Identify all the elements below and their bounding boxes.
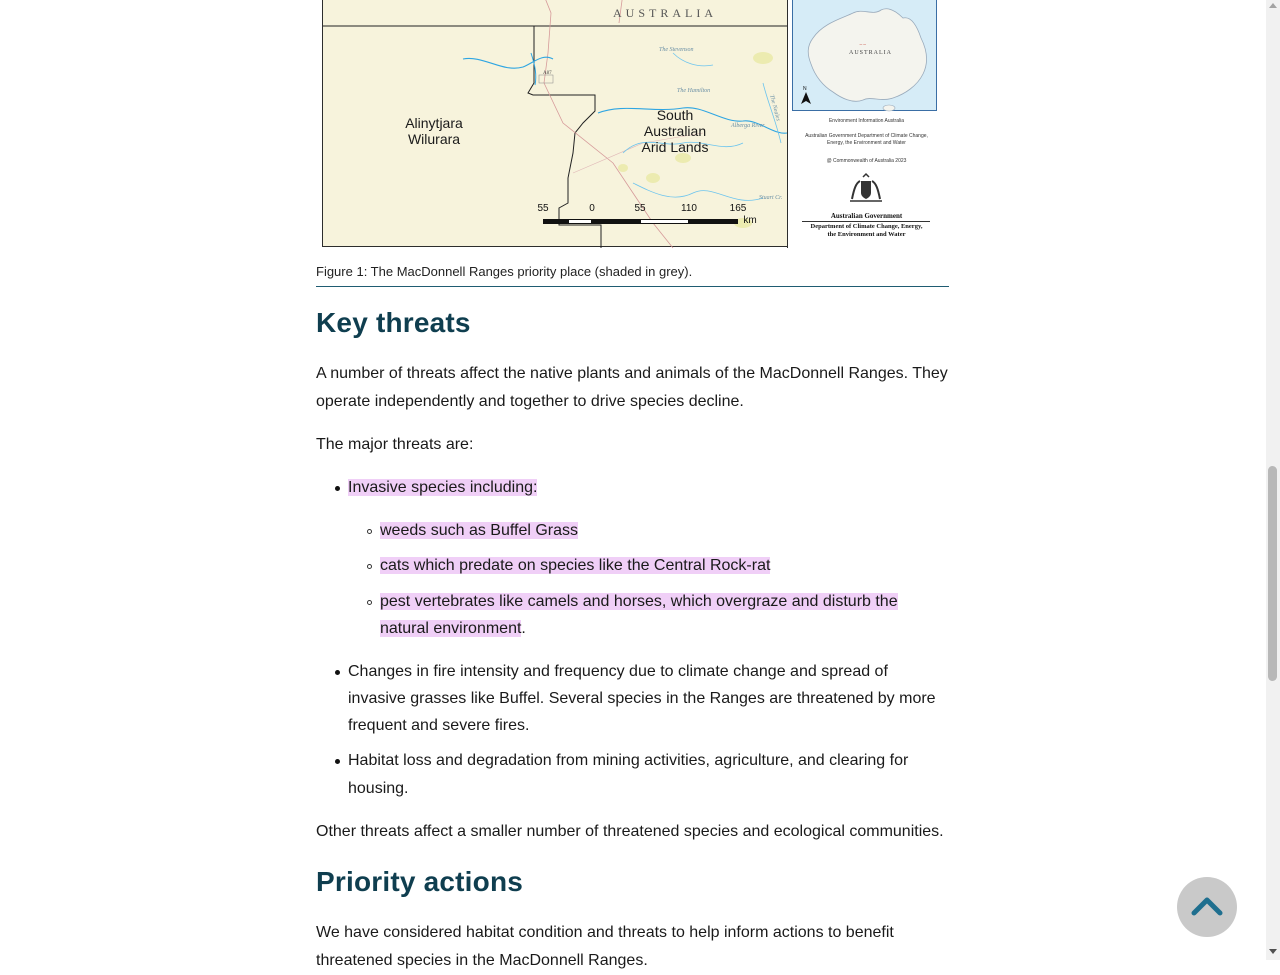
highlighted-text: natural environment <box>380 620 522 637</box>
back-to-top-button[interactable] <box>1177 877 1237 937</box>
bullet-marker <box>335 759 340 764</box>
scale-segment <box>640 219 689 224</box>
intro-line: A number of threats affect the native plants and animals of the MacDonnell Ranges. They <box>316 365 948 382</box>
scale-segment <box>543 219 568 224</box>
key-threats-intro <box>316 360 956 416</box>
map-inset-panel <box>787 0 945 248</box>
sentence-period: . <box>521 620 526 637</box>
fire-line: Changes in fire intensity and frequency due to climate change and spread of <box>348 663 888 680</box>
river-label: The Hamilton <box>677 88 711 94</box>
invasive-cats <box>380 552 770 579</box>
scale-label: 110 <box>681 203 697 214</box>
sub-bullet-marker <box>367 564 372 569</box>
map-scale-bar <box>538 203 758 237</box>
threat-habitat-loss <box>348 747 908 803</box>
north-arrow-icon <box>800 84 812 106</box>
scale-segment <box>592 219 640 224</box>
major-threats-intro: The major threats are: <box>316 436 474 453</box>
scroll-thumb[interactable] <box>1268 466 1277 681</box>
threat-fire <box>348 658 936 739</box>
inset-source: Environment Information Australia <box>828 118 905 124</box>
scale-segment <box>689 219 738 224</box>
priority-place-map <box>322 0 943 247</box>
highlighted-text: cats which predate on species like the Central Rock-rat <box>380 557 771 574</box>
road-label: A87 <box>543 71 552 76</box>
inset-dept-small: Australian Government Department of Climate Change, Energy, the Environment and Water <box>805 133 928 146</box>
scroll-up-icon[interactable] <box>1269 3 1277 8</box>
bullet-marker <box>335 670 340 675</box>
inset-highlight-marker: ⁻⁻ <box>859 43 867 50</box>
invasive-weeds <box>380 517 578 544</box>
river-label: The Stevenson <box>659 47 694 53</box>
invasive-pest-vertebrates-cont <box>380 615 526 642</box>
fire-line: invasive grasses like Buffel. Several species in the Ranges are threatened by more <box>348 690 936 707</box>
coat-of-arms-icon <box>844 173 888 203</box>
threat-invasive-species <box>348 474 537 501</box>
priority-actions-intro <box>316 919 956 975</box>
gov-divider <box>802 221 930 222</box>
region-label-alinytjara: Alinytjara Wilurara <box>405 115 463 147</box>
invasive-pest-vertebrates <box>380 588 898 615</box>
caption-divider <box>316 286 949 287</box>
inset-country-label: AUSTRALIA <box>849 50 892 56</box>
scale-label: 165 <box>729 203 747 214</box>
sub-bullet-marker <box>367 600 372 605</box>
north-arrow-letter: N <box>803 86 807 92</box>
scale-segment <box>568 219 592 224</box>
scroll-down-icon[interactable] <box>1269 949 1277 954</box>
bullet-marker <box>335 486 340 491</box>
inset-copyright: @ Commonwealth of Australia 2023 <box>826 158 907 164</box>
priority-line: We have considered habitat condition and threats to help inform actions to benefit <box>316 924 894 941</box>
fire-line: frequent and severe fires. <box>348 717 530 734</box>
other-threats: Other threats affect a smaller number of threatened species and ecological communities. <box>316 823 944 840</box>
scale-label: 0 <box>589 203 595 214</box>
highlighted-text: Invasive species including: <box>348 479 538 496</box>
priority-line: threatened species in the MacDonnell Ranges. <box>316 952 648 969</box>
sub-bullet-marker <box>367 529 372 534</box>
map-country-label: AUSTRALIA <box>613 6 717 20</box>
scale-label: 55 <box>634 203 646 214</box>
intro-line: operate independently and together to drive species decline. <box>316 393 744 410</box>
inset-locator-map <box>792 0 937 111</box>
habitat-line: Habitat loss and degradation from mining activities, agriculture, and clearing for <box>348 752 909 769</box>
highlighted-text: weeds such as Buffel Grass <box>380 522 579 539</box>
priority-actions-heading: Priority actions <box>316 866 524 897</box>
habitat-line: housing. <box>348 780 409 797</box>
highlighted-text: pest vertebrates like camels and horses, which overgraze and disturb the <box>380 593 898 610</box>
river-label: Stuart Cr. <box>759 195 783 201</box>
vertical-scrollbar[interactable] <box>1266 0 1280 960</box>
gov-department: Department of Climate Change, Energy, the Environment and Water <box>810 223 923 238</box>
scale-label: 55 <box>537 203 549 214</box>
region-label-south-australian-arid-lands: South Australian Arid Lands <box>641 107 709 155</box>
australia-outline <box>793 0 938 112</box>
chevron-up-icon <box>1191 893 1223 919</box>
river-label: Alberga River <box>731 123 765 129</box>
river-label: The Neales <box>768 94 781 122</box>
scale-unit: km <box>743 215 757 226</box>
figure-caption: Figure 1: The MacDonnell Ranges priority place (shaded in grey). <box>316 264 693 279</box>
gov-name: Australian Government <box>830 212 903 220</box>
key-threats-heading: Key threats <box>316 307 471 338</box>
